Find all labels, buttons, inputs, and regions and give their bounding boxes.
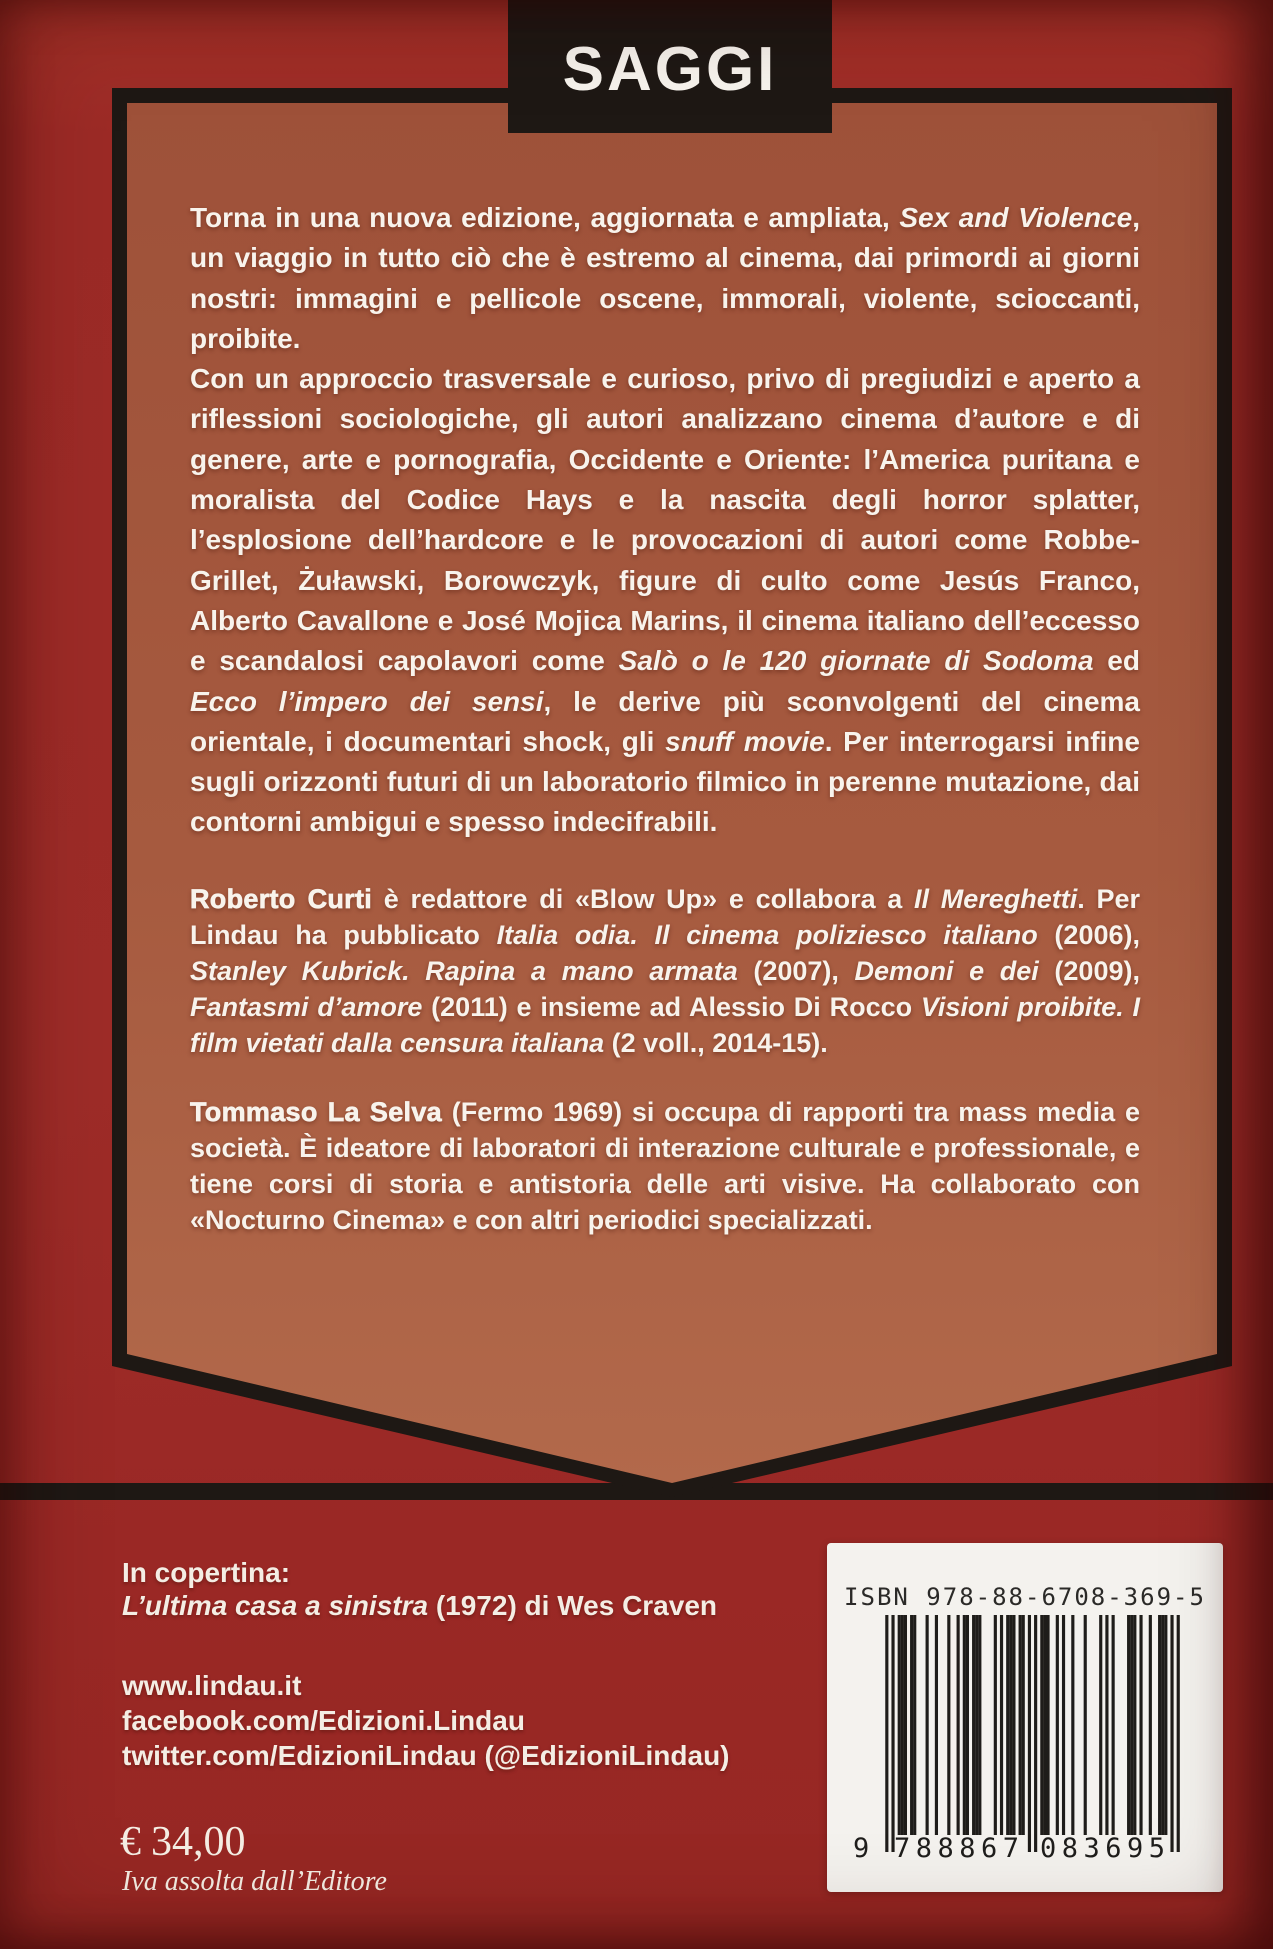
website-url: www.lindau.it: [122, 1670, 302, 1701]
description-paragraph-2: Con un approccio trasversale e curioso, privo di pregiudizi e aperto a riflessioni sociologiche, gli autori analizzano cinema d’autore e di genere, arte e pornografia, Occidente e Oriente: l’America puritana e moralista del Codice Hays e la nascita degli horror splatter, l’esplosione dell’hardcore e le provocazioni di autori come Robbe-Grillet, Żuławski, Borowczyk, figure di culto come Jesús Franco, Alberto Cavallone e José Mojica Marins, il cinema italiano dell’eccesso e scandalosi capolavori come Salò o le 120 giornate di Sodoma ed Ecco l’impero dei sensi, le derive più sconvolgenti del cinema orientale, i documentari shock, gli snuff movie. Per interrogarsi infine sugli orizzonti futuri di un laboratorio filmico in perenne mutazione, dai contorni ambigui e spesso indecifrabili.: [190, 363, 1140, 838]
barcode-digit-first: 9: [853, 1833, 875, 1864]
ean-barcode-svg: [885, 1615, 1180, 1855]
cover-credit-line: L’ultima casa a sinistra (1972) di Wes Craven: [122, 1590, 718, 1621]
barcode-digits-right: 083695: [1040, 1833, 1171, 1864]
panel-text: [190, 198, 1140, 1238]
series-tab-label: SAGGI: [562, 35, 778, 104]
cover-credit-heading: In copertina:: [122, 1557, 291, 1588]
author-bio-roberto-curti: Roberto Curti è redattore di «Blow Up» e collabora a Il Mereghetti. Per Lindau ha pubblicato Italia odia. Il cinema poliziesco italiano (2006), Stanley Kubrick. Rapina a mano armata (2007), Demoni e dei (2009), Fantasmi d’amore (2011) e insieme ad Alessio Di Rocco Visioni proibite. I film vietati dalla censura italiana (2 voll., 2014-15).: [190, 883, 1141, 1058]
currency-symbol: €: [120, 1819, 141, 1865]
barcode-box: [827, 1543, 1223, 1892]
author-bio-tommaso-la-selva: Tommaso La Selva (Fermo 1969) si occupa di rapporti tra mass media e società. È ideatore di laboratori di interazione culturale e professionale, e tiene corsi di storia e antistoria delle arti visive. Ha collaborato con «Nocturno Cinema» e con altri periodici specializzati.: [190, 1096, 1140, 1235]
isbn-label: ISBN 978-88-6708-369-5: [844, 1583, 1206, 1611]
price-amount: 34,00: [151, 1819, 246, 1865]
facebook-url: facebook.com/Edizioni.Lindau: [122, 1705, 525, 1736]
cover-credit: [122, 1556, 717, 1622]
twitter-url: twitter.com/EdizioniLindau (@EdizioniLindau): [122, 1740, 730, 1771]
series-tab: [508, 0, 832, 133]
barcode-digits-left: 788867: [894, 1833, 1025, 1864]
price: [120, 1818, 246, 1866]
vat-note: Iva assolta dall’Editore: [122, 1866, 387, 1897]
description-paragraph-1: Torna in una nuova edizione, aggiornata e ampliata, Sex and Violence, un viaggio in tutto ciò che è estremo al cinema, dai primordi ai giorni nostri: immagini e pellicole oscene, immorali, violente, scioccanti, proibite.: [190, 202, 1140, 354]
publisher-links: [122, 1668, 730, 1773]
